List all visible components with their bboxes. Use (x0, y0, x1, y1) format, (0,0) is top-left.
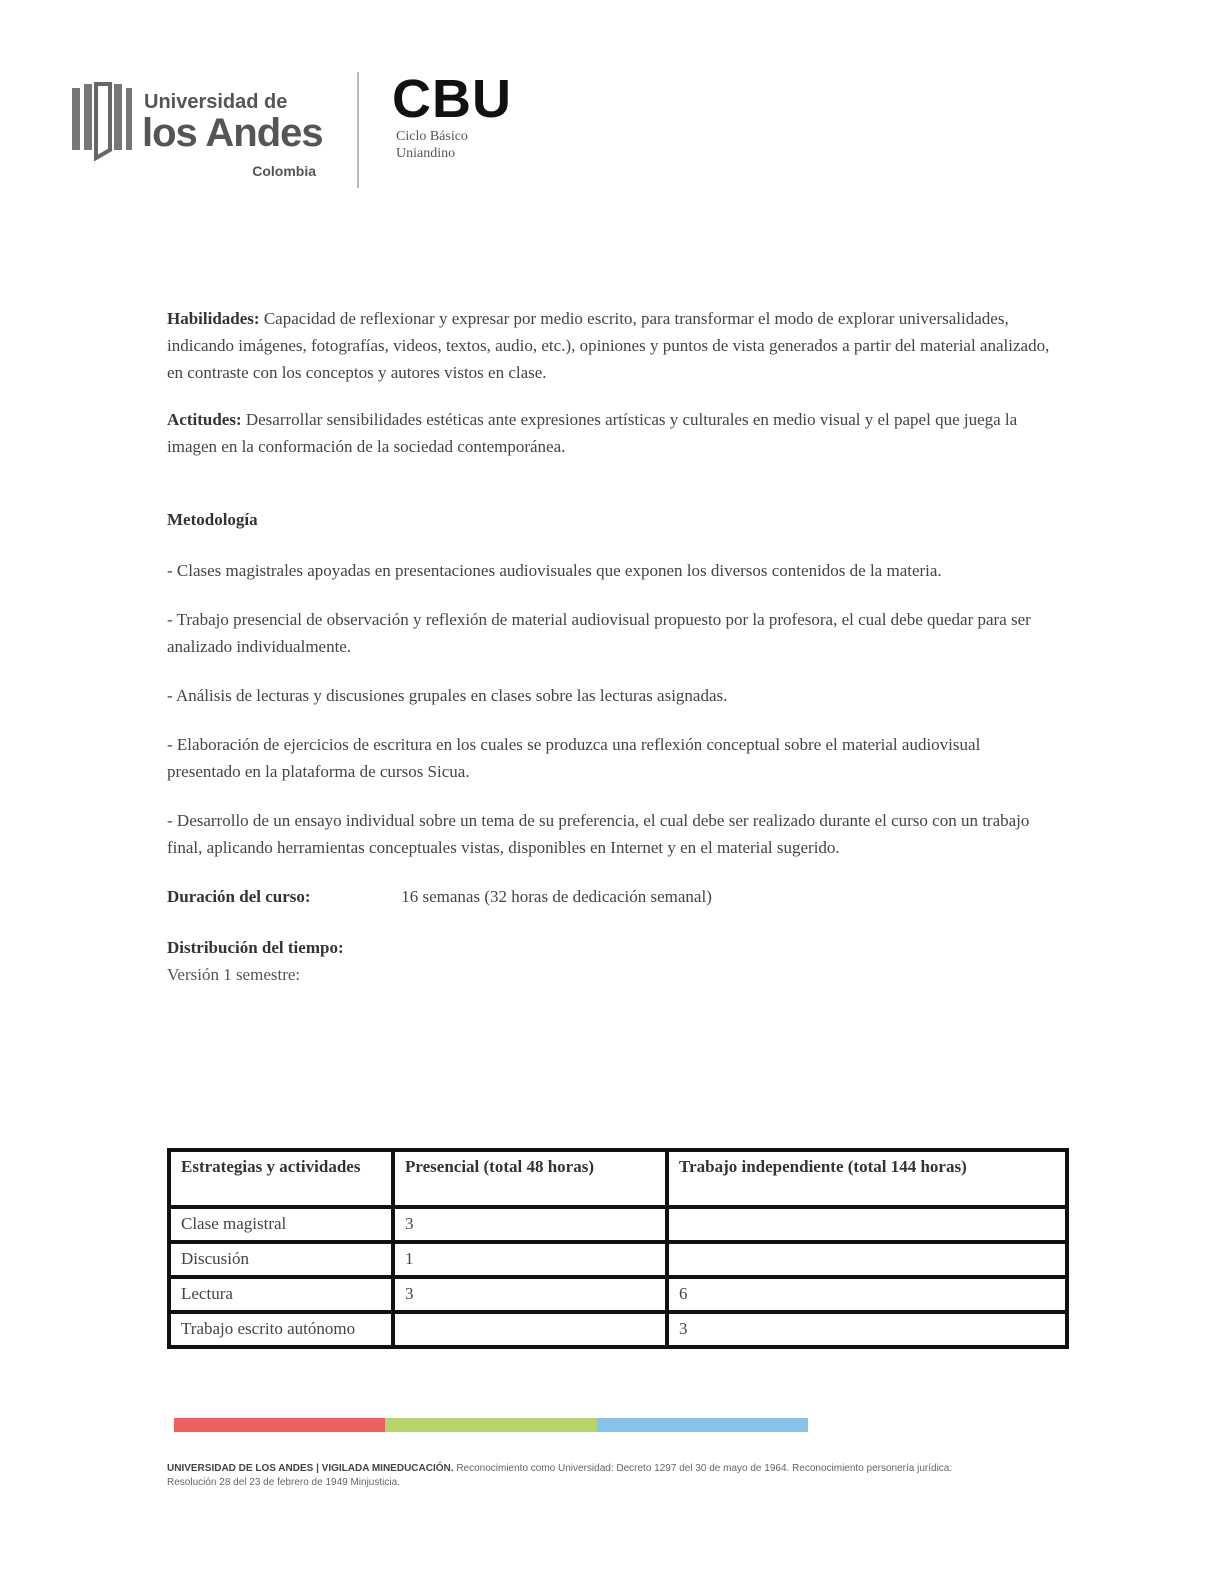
cbu-logo (392, 70, 522, 185)
cbu-mark: CBU (392, 69, 512, 129)
table-cell: 3 (393, 1207, 667, 1242)
table-row (169, 1312, 1067, 1347)
table-row (169, 1242, 1067, 1277)
logo-divider (357, 72, 359, 188)
cbu-subtitle-line2: Uniandino (396, 146, 456, 161)
table-cell: Clase magistral (169, 1207, 393, 1242)
table-cell: Discusión (169, 1242, 393, 1277)
table-cell (667, 1207, 1067, 1242)
actitudes-label: Actitudes: (167, 410, 242, 429)
table-cell: 3 (393, 1277, 667, 1312)
cbu-subtitle-line1: Ciclo Básico (396, 129, 468, 144)
color-bar-green (385, 1418, 596, 1432)
table-header-row (169, 1150, 1067, 1207)
color-bar-blue (597, 1418, 808, 1432)
duracion-line (167, 883, 1057, 910)
table-cell: 6 (667, 1277, 1067, 1312)
table-row (169, 1207, 1067, 1242)
metodologia-item: - Elaboración de ejercicios de escritura en los cuales se produzca una reflexión conceptual sobre el material audiovisual presentado en la plataforma de cursos Sicua. (167, 735, 981, 781)
document-header (70, 70, 530, 190)
table-row (169, 1277, 1067, 1312)
metodologia-item: - Clases magistrales apoyadas en presentaciones audiovisuales que exponen los diversos contenidos de la materia. (167, 561, 942, 580)
actitudes-text: Desarrollar sensibilidades estéticas ante expresiones artísticas y culturales en medio visual y el papel que juega la imagen en la conformación de la sociedad contemporánea. (167, 410, 1018, 456)
habilidades-text: Capacidad de reflexionar y expresar por medio escrito, para transformar el modo de explorar universalidades, indicando imágenes, fotografías, videos, textos, audio, etc.), opiniones y puntos de vista generados a partir del material analizado, en contraste con los conceptos y autores vistos en clase. (167, 309, 1050, 382)
table-header-cell: Trabajo independiente (total 144 horas) (667, 1150, 1067, 1207)
distribucion-subheading: Versión 1 semestre: (167, 965, 301, 984)
time-distribution-table (167, 1148, 1069, 1349)
footer-color-bar (174, 1418, 808, 1432)
distribucion-heading: Distribución del tiempo: (167, 938, 344, 957)
page-footer (167, 1462, 977, 1490)
table-cell: Lectura (169, 1277, 393, 1312)
metodologia-item: - Análisis de lecturas y discusiones grupales en clases sobre las lecturas asignadas. (167, 686, 728, 705)
logo-text-line3: Colombia (252, 163, 316, 179)
footer-text: Reconocimiento como Universidad: Decreto 1297 del 30 de mayo de 1964. Reconocimiento personería jurídica: Resolución 28 del 23 de febrero de 1949 Minjusticia. (167, 1463, 953, 1488)
habilidades-label: Habilidades: (167, 309, 260, 328)
table-cell: 3 (667, 1312, 1067, 1347)
logo-text-line1: Universidad de (144, 91, 288, 113)
table-cell (667, 1242, 1067, 1277)
actitudes-paragraph (167, 406, 1057, 460)
table-cell (393, 1312, 667, 1347)
metodologia-item: - Trabajo presencial de observación y reflexión de material audiovisual propuesto por la profesora, el cual debe quedar para ser analizado individualmente. (167, 610, 1031, 656)
table-cell: Trabajo escrito autónomo (169, 1312, 393, 1347)
color-bar-red (174, 1418, 385, 1432)
habilidades-paragraph (167, 305, 1057, 386)
table-header-cell: Estrategias y actividades (169, 1150, 393, 1207)
universidad-de-los-andes-logo (70, 80, 330, 180)
footer-label: UNIVERSIDAD DE LOS ANDES | VIGILADA MINEDUCACIÓN. (167, 1463, 454, 1474)
logo-text-line2: los Andes (142, 111, 323, 155)
metodologia-heading: Metodología (167, 510, 258, 529)
metodologia-item: - Desarrollo de un ensayo individual sobre un tema de su preferencia, el cual debe ser realizado durante el curso con un trabajo final, aplicando herramientas conceptuales vistas, disponibles en Internet y en el material sugerido. (167, 811, 1030, 857)
duracion-value: 16 semanas (32 horas de dedicación semanal) (401, 887, 712, 906)
document-body (167, 305, 1057, 988)
duracion-label: Duración del curso: (167, 887, 311, 906)
table-cell: 1 (393, 1242, 667, 1277)
table-header-cell: Presencial (total 48 horas) (393, 1150, 667, 1207)
